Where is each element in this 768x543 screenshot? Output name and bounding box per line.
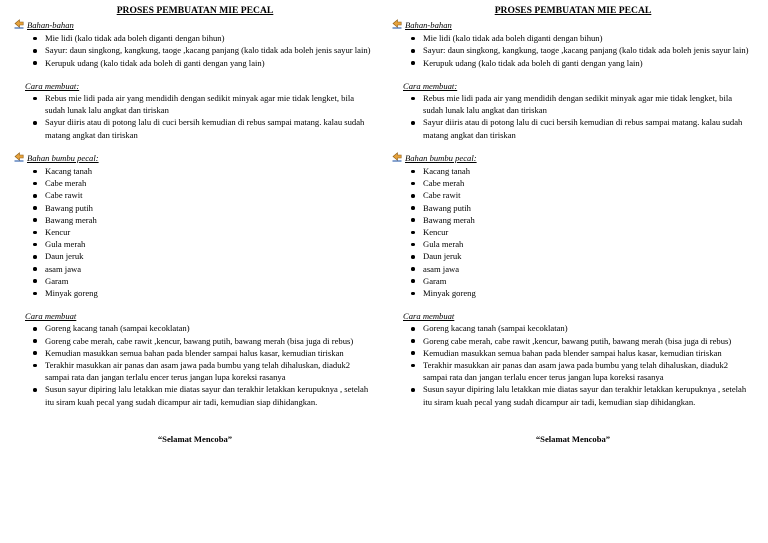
- list-item: Sayur: daun singkong, kangkung, taoge ,kacang panjang (kalo tidak ada boleh jenis sayur lain): [45, 44, 376, 56]
- spice-ingredients-heading: [392, 152, 754, 165]
- closing-message: “Selamat Mencoba”: [535, 433, 611, 444]
- ingredients-heading-text: Bahan-bahan: [27, 20, 74, 30]
- list-item: Garam: [423, 275, 754, 287]
- recipe-column-right: [392, 4, 754, 445]
- list-item: Bawang merah: [423, 214, 754, 226]
- list-item: Kemudian masukkan semua bahan pada blender sampai halus kasar, kemudian tiriskan: [45, 347, 376, 359]
- list-item: Kencur: [45, 226, 376, 238]
- recipe-column-left: [14, 4, 376, 445]
- spice-method-heading: Cara membuat: [25, 311, 77, 322]
- list-item: Susun sayur dipiring lalu letakkan mie diatas sayur dan terakhir letakkan kerupuknya , setelah itu siram kuah pecal yang sudah dicampur air tadi, kemudian siap dihidangkan.: [423, 383, 754, 407]
- list-item: Bawang putih: [423, 202, 754, 214]
- list-item: Minyak goreng: [45, 287, 376, 299]
- list-item: Bawang merah: [45, 214, 376, 226]
- list-item: Cabe rawit: [45, 189, 376, 201]
- method-heading: Cara membuat:: [403, 80, 458, 91]
- list-item: Terakhir masukkan air panas dan asam jawa pada bumbu yang telah dihaluskan, diaduk2 sampai rata dan jangan terlalu encer terus jangan lupa koreksi rasanya: [45, 359, 376, 383]
- list-item: Terakhir masukkan air panas dan asam jawa pada bumbu yang telah dihaluskan, diaduk2 sampai rata dan jangan terlalu encer terus jangan lupa koreksi rasanya: [423, 359, 754, 383]
- spice-ingredients-heading: [14, 152, 376, 165]
- list-item: Cabe merah: [45, 177, 376, 189]
- arrow-bullet-icon: [14, 152, 24, 165]
- list-item: Kerupuk udang (kalo tidak ada boleh di ganti dengan yang lain): [45, 57, 376, 69]
- list-item: Sayur: daun singkong, kangkung, taoge ,kacang panjang (kalo tidak ada boleh jenis sayur lain): [423, 44, 754, 56]
- method-list: [14, 92, 376, 141]
- list-item: Goreng kacang tanah (sampai kecoklatan): [45, 322, 376, 334]
- closing-message: “Selamat Mencoba”: [157, 433, 233, 444]
- list-item: Goreng cabe merah, cabe rawit ,kencur, bawang putih, bawang merah (bisa juga di rebus): [45, 335, 376, 347]
- ingredients-heading-text: Bahan-bahan: [405, 20, 452, 30]
- list-item: Kemudian masukkan semua bahan pada blender sampai halus kasar, kemudian tiriskan: [423, 347, 754, 359]
- spice-list: [392, 165, 754, 299]
- spice-method-list: [14, 322, 376, 407]
- list-item: Rebus mie lidi pada air yang mendidih dengan sedikit minyak agar mie tidak lengket, bila sudah lunak lalu angkat dan tiriskan: [45, 92, 376, 116]
- recipe-title: PROSES PEMBUATAN MIE PECAL: [116, 5, 274, 16]
- method-heading: Cara membuat:: [25, 80, 80, 91]
- list-item: Mie lidi (kalo tidak ada boleh diganti dengan bihun): [45, 32, 376, 44]
- list-item: Kacang tanah: [45, 165, 376, 177]
- arrow-bullet-icon: [392, 19, 402, 32]
- list-item: Daun jeruk: [45, 250, 376, 262]
- spice-method-list: [392, 322, 754, 407]
- list-item: Daun jeruk: [423, 250, 754, 262]
- list-item: Cabe merah: [423, 177, 754, 189]
- list-item: Minyak goreng: [423, 287, 754, 299]
- ingredients-heading: [392, 19, 754, 32]
- list-item: Goreng kacang tanah (sampai kecoklatan): [423, 322, 754, 334]
- spice-ingredients-heading-text: Bahan bumbu pecal:: [27, 152, 99, 163]
- ingredients-list: [392, 32, 754, 69]
- list-item: Kacang tanah: [423, 165, 754, 177]
- list-item: Bawang putih: [45, 202, 376, 214]
- list-item: Sayur diiris atau di potong lalu di cuci bersih kemudian di rebus sampai matang. kalau sudah matang angkat dan tiriskan: [423, 116, 754, 140]
- arrow-bullet-icon: [392, 152, 402, 165]
- list-item: Sayur diiris atau di potong lalu di cuci bersih kemudian di rebus sampai matang. kalau sudah matang angkat dan tiriskan: [45, 116, 376, 140]
- list-item: Goreng cabe merah, cabe rawit ,kencur, bawang putih, bawang merah (bisa juga di rebus): [423, 335, 754, 347]
- list-item: Susun sayur dipiring lalu letakkan mie diatas sayur dan terakhir letakkan kerupuknya , setelah itu siram kuah pecal yang sudah dicampur air tadi, kemudian siap dihidangkan.: [45, 383, 376, 407]
- list-item: Kencur: [423, 226, 754, 238]
- list-item: Garam: [45, 275, 376, 287]
- recipe-title: PROSES PEMBUATAN MIE PECAL: [494, 5, 652, 16]
- list-item: Gula merah: [423, 238, 754, 250]
- ingredients-list: [14, 32, 376, 69]
- spice-method-heading: Cara membuat: [403, 311, 455, 322]
- list-item: Cabe rawit: [423, 189, 754, 201]
- ingredients-heading: [14, 19, 376, 32]
- spice-ingredients-heading-text: Bahan bumbu pecal:: [405, 152, 477, 163]
- list-item: Kerupuk udang (kalo tidak ada boleh di ganti dengan yang lain): [423, 57, 754, 69]
- list-item: Gula merah: [45, 238, 376, 250]
- list-item: Rebus mie lidi pada air yang mendidih dengan sedikit minyak agar mie tidak lengket, bila sudah lunak lalu angkat dan tiriskan: [423, 92, 754, 116]
- method-list: [392, 92, 754, 141]
- list-item: asam jawa: [423, 263, 754, 275]
- arrow-bullet-icon: [14, 19, 24, 32]
- list-item: Mie lidi (kalo tidak ada boleh diganti dengan bihun): [423, 32, 754, 44]
- spice-list: [14, 165, 376, 299]
- list-item: asam jawa: [45, 263, 376, 275]
